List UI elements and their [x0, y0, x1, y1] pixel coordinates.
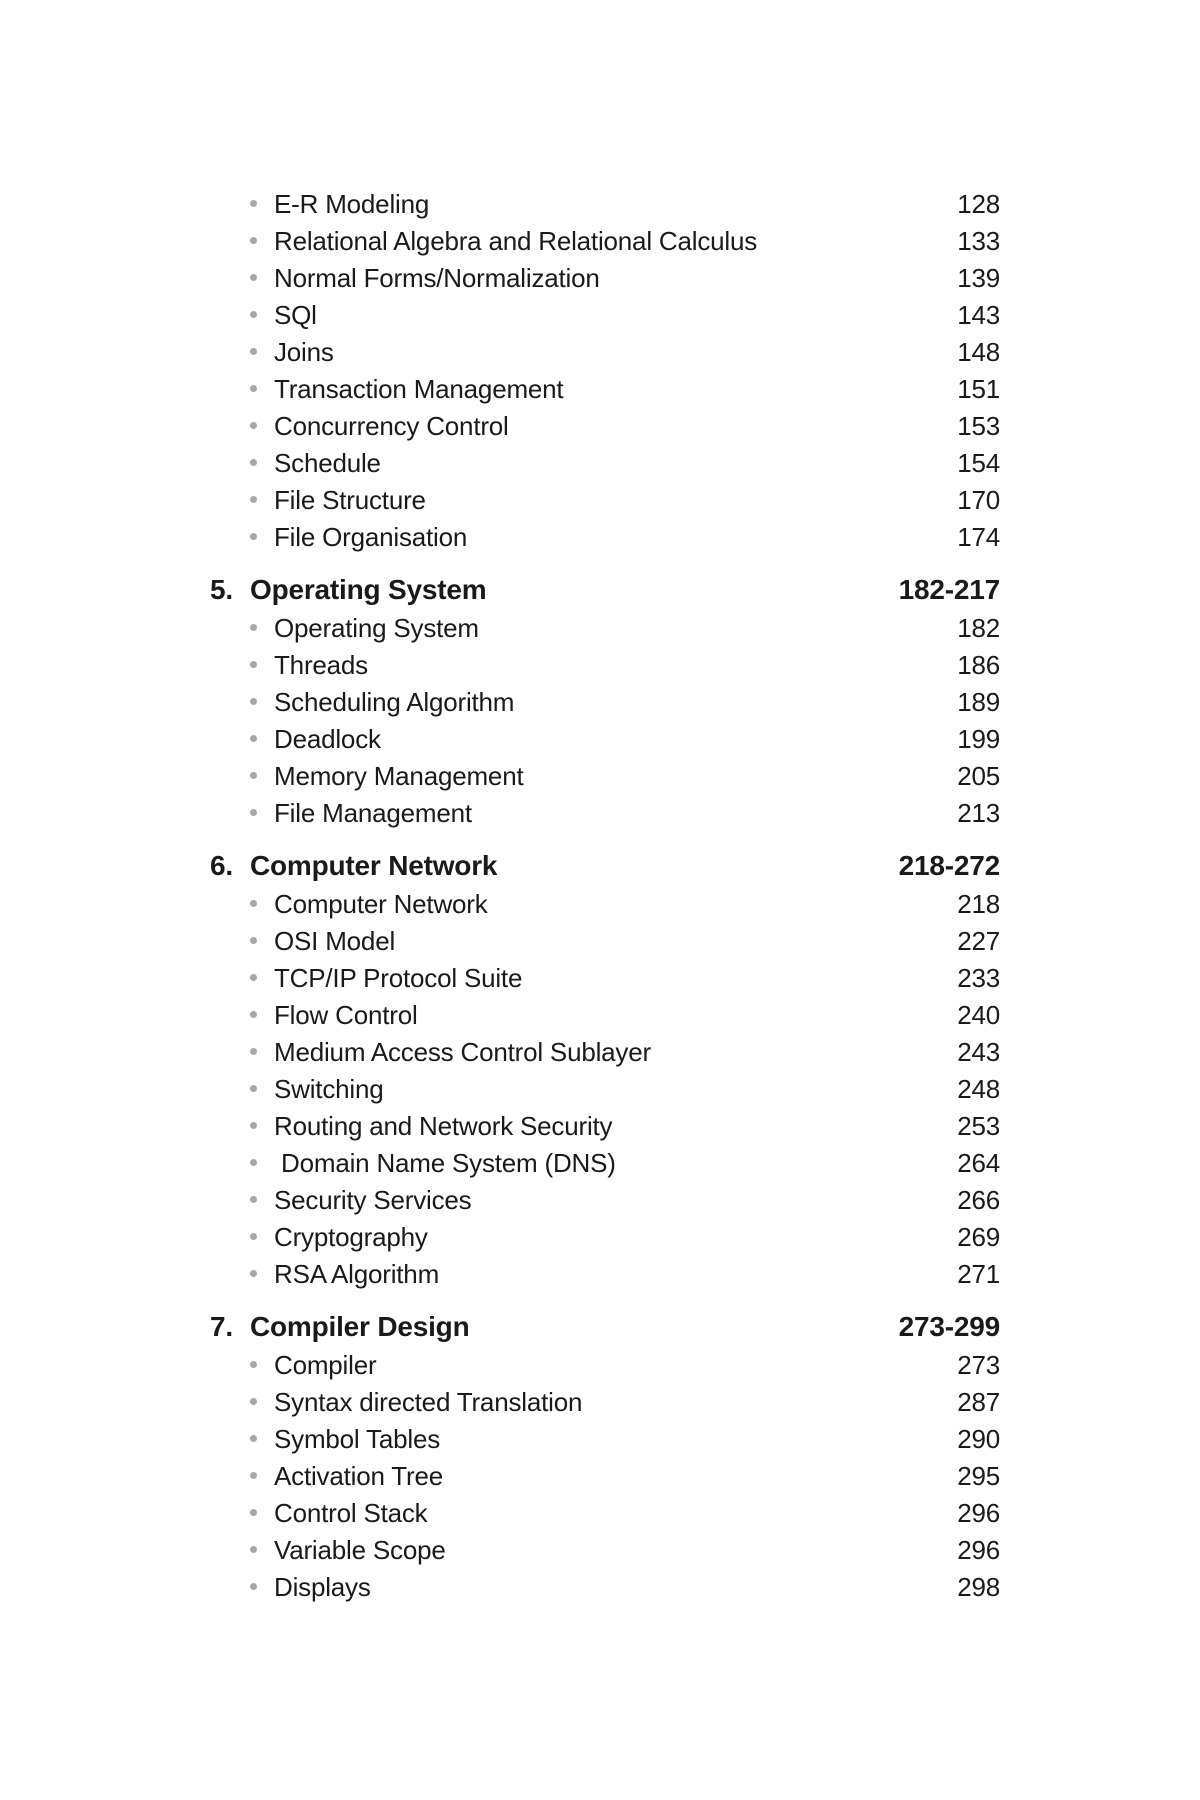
- bullet-icon: [250, 624, 257, 631]
- entry-page-number: 128: [957, 189, 1000, 219]
- entry-title: Relational Algebra and Relational Calculus: [274, 226, 758, 256]
- toc-entry: [210, 1384, 1000, 1421]
- entry-page-number: 240: [957, 1000, 1000, 1030]
- entry-page-number: 205: [957, 761, 1000, 791]
- toc-entry-left: [210, 923, 395, 960]
- section-page-range: 273-299: [898, 1311, 1000, 1342]
- toc-entry-left: [210, 886, 488, 923]
- toc-entry-left: [210, 1219, 428, 1256]
- entry-title: Security Services: [274, 1185, 472, 1215]
- entry-title: Normal Forms/Normalization: [274, 263, 600, 293]
- entry-page-number: 269: [957, 1222, 1000, 1252]
- entry-title: Concurrency Control: [274, 411, 509, 441]
- entry-title: Memory Management: [274, 761, 524, 791]
- toc-entry-left: [210, 1495, 427, 1532]
- toc-entry-left: [210, 721, 381, 758]
- entry-page-number: 174: [957, 522, 1000, 552]
- toc-entry-left: [210, 1256, 439, 1293]
- bullet-icon: [250, 385, 257, 392]
- bullet-icon: [250, 348, 257, 355]
- entry-page-number: 227: [957, 926, 1000, 956]
- entry-title: Threads: [274, 650, 368, 680]
- toc-entry: [210, 795, 1000, 832]
- bullet-icon: [250, 1085, 257, 1092]
- toc-entry-left: [210, 960, 522, 997]
- bullet-icon: [250, 1048, 257, 1055]
- table-of-contents: [210, 186, 1000, 1606]
- entry-page-number: 273: [957, 1350, 1000, 1380]
- toc-entry-left: [210, 795, 472, 832]
- bullet-icon: [250, 1472, 257, 1479]
- entry-page-number: 287: [957, 1387, 1000, 1417]
- toc-entry: [210, 886, 1000, 923]
- toc-entry: [210, 1145, 1000, 1182]
- entry-page-number: 243: [957, 1037, 1000, 1067]
- entry-page-number: 298: [957, 1572, 1000, 1602]
- entry-page-number: 296: [957, 1498, 1000, 1528]
- toc-entry-left: [210, 1034, 651, 1071]
- toc-entry: [210, 1182, 1000, 1219]
- bullet-icon: [250, 1435, 257, 1442]
- entry-title: Routing and Network Security: [274, 1111, 613, 1141]
- toc-entry-left: [210, 519, 467, 556]
- entry-title: Joins: [274, 337, 334, 367]
- toc-entry-left: [210, 334, 334, 371]
- entry-title: Operating System: [274, 613, 479, 643]
- entry-title: Displays: [274, 1572, 371, 1602]
- toc-entry: [210, 1347, 1000, 1384]
- toc-entry-left: [210, 482, 426, 519]
- entry-page-number: 133: [957, 226, 1000, 256]
- section-page-range: 218-272: [898, 850, 1000, 881]
- entry-page-number: 253: [957, 1111, 1000, 1141]
- toc-entry-left: [210, 186, 429, 223]
- bullet-icon: [250, 1270, 257, 1277]
- entry-title: Schedule: [274, 448, 381, 478]
- toc-entry: [210, 334, 1000, 371]
- entry-page-number: 296: [957, 1535, 1000, 1565]
- entry-title: OSI Model: [274, 926, 396, 956]
- bullet-icon: [250, 735, 257, 742]
- toc-entry: [210, 445, 1000, 482]
- entry-title: Scheduling Algorithm: [274, 687, 515, 717]
- toc-entry: [210, 519, 1000, 556]
- section-title: Computer Network: [250, 850, 498, 881]
- toc-entry: [210, 482, 1000, 519]
- bullet-icon: [250, 496, 257, 503]
- bullet-icon: [250, 1583, 257, 1590]
- section-heading-left: [210, 846, 497, 886]
- entry-title: Syntax directed Translation: [274, 1387, 583, 1417]
- toc-entry-left: [210, 997, 418, 1034]
- section-page-range: 182-217: [898, 574, 1000, 605]
- toc-entry: [210, 371, 1000, 408]
- toc-entry: [210, 1256, 1000, 1293]
- toc-entry: [210, 1219, 1000, 1256]
- section-title: Compiler Design: [250, 1311, 470, 1342]
- bullet-icon: [250, 1361, 257, 1368]
- bullet-icon: [250, 1509, 257, 1516]
- entry-title: Computer Network: [274, 889, 488, 919]
- toc-entry: [210, 297, 1000, 334]
- entry-page-number: 170: [957, 485, 1000, 515]
- section-number: 7.: [210, 1311, 233, 1342]
- toc-entry-left: [210, 1145, 616, 1182]
- entry-page-number: 248: [957, 1074, 1000, 1104]
- toc-entry: [210, 684, 1000, 721]
- toc-entry-left: [210, 408, 509, 445]
- bullet-icon: [250, 200, 257, 207]
- toc-entry-left: [210, 371, 563, 408]
- entry-page-number: 182: [957, 613, 1000, 643]
- bullet-icon: [250, 698, 257, 705]
- entry-title: Variable Scope: [274, 1535, 446, 1565]
- section-heading-left: [210, 570, 486, 610]
- entry-title: Flow Control: [274, 1000, 418, 1030]
- section-heading-left: [210, 1307, 469, 1347]
- entry-title: RSA Algorithm: [274, 1259, 440, 1289]
- toc-entry-left: [210, 260, 600, 297]
- toc-entry-left: [210, 1458, 443, 1495]
- entry-title: File Structure: [274, 485, 426, 515]
- toc-entry-left: [210, 1421, 440, 1458]
- entry-page-number: 143: [957, 300, 1000, 330]
- toc-entry-left: [210, 610, 479, 647]
- entry-page-number: 153: [957, 411, 1000, 441]
- toc-entry: [210, 1532, 1000, 1569]
- entry-page-number: 264: [957, 1148, 1000, 1178]
- toc-entry-left: [210, 297, 317, 334]
- bullet-icon: [250, 274, 257, 281]
- bullet-icon: [250, 772, 257, 779]
- section-number: 6.: [210, 850, 233, 881]
- toc-entry: [210, 1071, 1000, 1108]
- entry-title: Symbol Tables: [274, 1424, 441, 1454]
- toc-entry: [210, 610, 1000, 647]
- toc-section-heading: [210, 1307, 1000, 1347]
- entry-title: TCP/IP Protocol Suite: [274, 963, 523, 993]
- entry-title: E-R Modeling: [274, 189, 430, 219]
- bullet-icon: [250, 1159, 257, 1166]
- toc-entry-left: [210, 1182, 471, 1219]
- entry-title: Medium Access Control Sublayer: [274, 1037, 651, 1067]
- toc-entry-left: [210, 223, 757, 260]
- toc-entry: [210, 1421, 1000, 1458]
- bullet-icon: [250, 459, 257, 466]
- entry-title: Activation Tree: [274, 1461, 443, 1491]
- toc-entry-left: [210, 1108, 612, 1145]
- section-number: 5.: [210, 574, 233, 605]
- toc-section-heading: [210, 846, 1000, 886]
- bullet-icon: [250, 1398, 257, 1405]
- toc-entry-left: [210, 1532, 446, 1569]
- toc-entry: [210, 997, 1000, 1034]
- bullet-icon: [250, 1122, 257, 1129]
- entry-page-number: 148: [957, 337, 1000, 367]
- entry-title: Domain Name System (DNS): [274, 1148, 616, 1178]
- toc-entry: [210, 647, 1000, 684]
- bullet-icon: [250, 422, 257, 429]
- toc-entry-left: [210, 1071, 383, 1108]
- section-title: Operating System: [250, 574, 487, 605]
- entry-title: Switching: [274, 1074, 384, 1104]
- entry-page-number: 139: [957, 263, 1000, 293]
- toc-section-heading: [210, 570, 1000, 610]
- toc-entry-left: [210, 758, 523, 795]
- bullet-icon: [250, 974, 257, 981]
- toc-entry: [210, 960, 1000, 997]
- bullet-icon: [250, 237, 257, 244]
- toc-entry: [210, 408, 1000, 445]
- toc-entry: [210, 260, 1000, 297]
- toc-entry-left: [210, 445, 381, 482]
- entry-page-number: 154: [957, 448, 1000, 478]
- bullet-icon: [250, 900, 257, 907]
- entry-title: Cryptography: [274, 1222, 428, 1252]
- toc-entry: [210, 1495, 1000, 1532]
- toc-entry: [210, 923, 1000, 960]
- entry-title: Transaction Management: [274, 374, 564, 404]
- toc-entry: [210, 721, 1000, 758]
- entry-title: File Management: [274, 798, 472, 828]
- toc-entry-left: [210, 647, 368, 684]
- entry-title: File Organisation: [274, 522, 468, 552]
- entry-page-number: 290: [957, 1424, 1000, 1454]
- bullet-icon: [250, 809, 257, 816]
- entry-page-number: 186: [957, 650, 1000, 680]
- toc-entry: [210, 1458, 1000, 1495]
- entry-title: SQl: [274, 300, 317, 330]
- entry-page-number: 218: [957, 889, 1000, 919]
- toc-entry: [210, 1569, 1000, 1606]
- entry-page-number: 151: [957, 374, 1000, 404]
- bullet-icon: [250, 1011, 257, 1018]
- bullet-icon: [250, 533, 257, 540]
- toc-entry: [210, 758, 1000, 795]
- bullet-icon: [250, 1233, 257, 1240]
- toc-entry: [210, 1108, 1000, 1145]
- bullet-icon: [250, 1546, 257, 1553]
- entry-page-number: 199: [957, 724, 1000, 754]
- bullet-icon: [250, 311, 257, 318]
- bullet-icon: [250, 661, 257, 668]
- entry-title: Control Stack: [274, 1498, 428, 1528]
- toc-entry-left: [210, 684, 514, 721]
- toc-entry: [210, 1034, 1000, 1071]
- entry-page-number: 233: [957, 963, 1000, 993]
- entry-title: Deadlock: [274, 724, 381, 754]
- toc-entry-left: [210, 1347, 376, 1384]
- bullet-icon: [250, 937, 257, 944]
- toc-entry: [210, 186, 1000, 223]
- toc-entry-left: [210, 1569, 371, 1606]
- entry-page-number: 271: [957, 1259, 1000, 1289]
- entry-page-number: 266: [957, 1185, 1000, 1215]
- toc-entry-left: [210, 1384, 582, 1421]
- entry-page-number: 295: [957, 1461, 1000, 1491]
- entry-page-number: 189: [957, 687, 1000, 717]
- entry-page-number: 213: [957, 798, 1000, 828]
- toc-entry: [210, 223, 1000, 260]
- entry-title: Compiler: [274, 1350, 377, 1380]
- bullet-icon: [250, 1196, 257, 1203]
